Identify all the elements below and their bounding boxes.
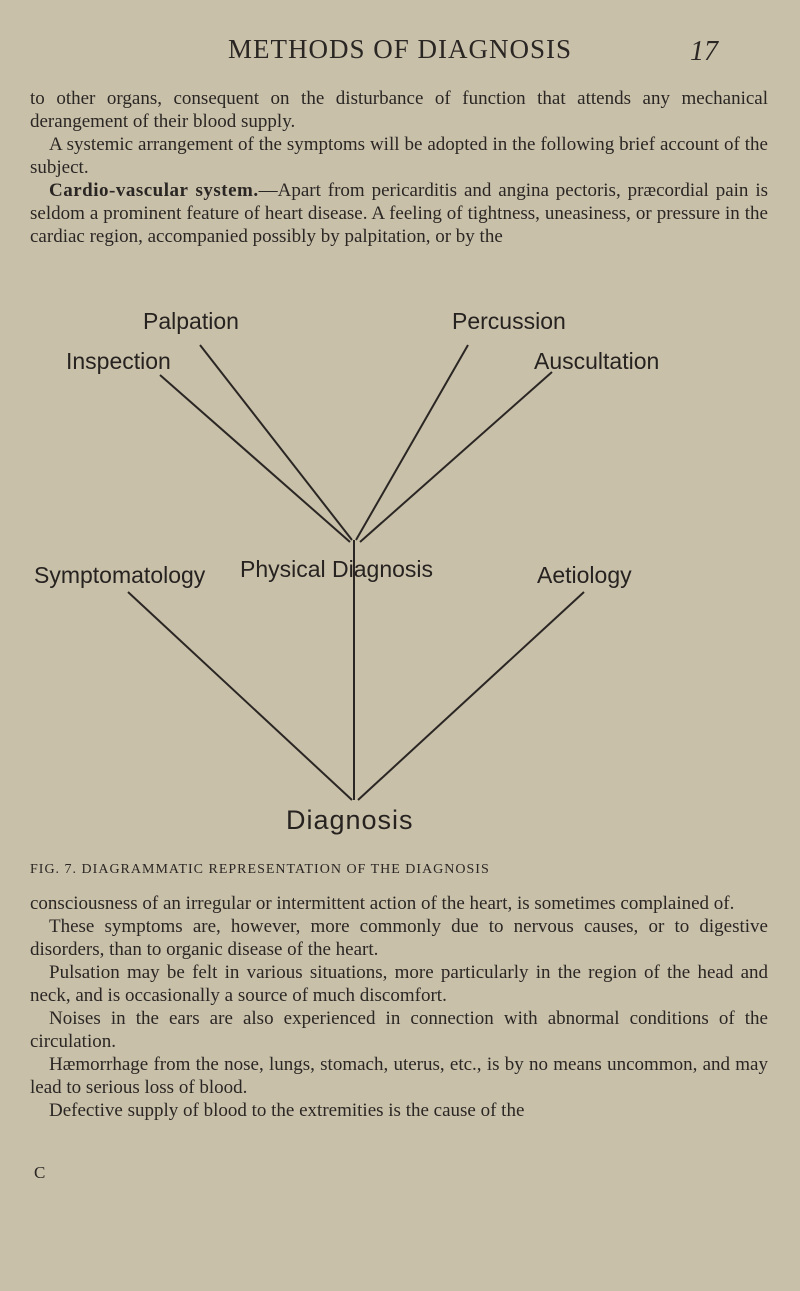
section-heading: Cardio-vascular system. <box>49 180 259 201</box>
paragraph: Noises in the ears are also experienced in connection with abnormal conditions of the circulation. <box>30 1008 768 1052</box>
label-percussion: Percussion <box>452 308 566 334</box>
line-symptomatology <box>128 592 352 800</box>
paragraph-cardio-vascular <box>30 179 768 248</box>
line-aetiology <box>358 592 584 800</box>
line-palpation <box>200 345 352 540</box>
text-block-top <box>30 87 768 248</box>
label-diagnosis: Diagnosis <box>286 805 414 835</box>
line-auscultation <box>360 372 552 542</box>
page-number: 17 <box>690 36 718 67</box>
line-inspection <box>160 375 350 542</box>
paragraph: A systemic arrangement of the symptoms will be adopted in the following brief account of the subject. <box>30 134 768 178</box>
figure-caption: FIG. 7. DIAGRAMMATIC REPRESENTATION OF THE DIAGNOSIS <box>30 862 490 877</box>
label-physical-diagnosis: Physical Diagnosis <box>240 556 434 582</box>
paragraph: Pulsation may be felt in various situations, more particularly in the region of the head and neck, and is occasionally a source of much discomfort. <box>30 962 768 1006</box>
label-aetiology: Aetiology <box>537 562 632 588</box>
paragraph-continued: consciousness of an irregular or intermittent action of the heart, is sometimes complained of. <box>30 893 735 914</box>
paragraph: Defective supply of blood to the extremities is the cause of the <box>49 1100 525 1121</box>
paragraph-text: —Apart from pericarditis and angina pectoris, præcordial pain is seldom a prominent feature of heart disease. A feeling of tightness, uneasiness, or pressure in the cardiac region, accompanied possibly by palpitation, or by the <box>30 180 768 247</box>
label-auscultation: Auscultation <box>534 348 660 374</box>
label-inspection: Inspection <box>66 348 171 374</box>
label-palpation: Palpation <box>143 308 239 334</box>
paragraph: These symptoms are, however, more commonly due to nervous causes, or to digestive disorders, than to organic disease of the heart. <box>30 916 768 960</box>
line-percussion <box>356 345 468 540</box>
diagnosis-diagram <box>0 300 800 860</box>
signature-mark: C <box>34 1163 46 1182</box>
paragraph-continued: to other organs, consequent on the disturbance of function that attends any mechanical derangement of their blood supply. <box>30 88 768 132</box>
label-symptomatology: Symptomatology <box>34 562 206 588</box>
running-title: METHODS OF DIAGNOSIS <box>227 34 573 64</box>
text-block-bottom <box>30 892 768 1122</box>
paragraph: Hæmorrhage from the nose, lungs, stomach, uterus, etc., is by no means uncommon, and may lead to serious loss of blood. <box>30 1054 768 1098</box>
